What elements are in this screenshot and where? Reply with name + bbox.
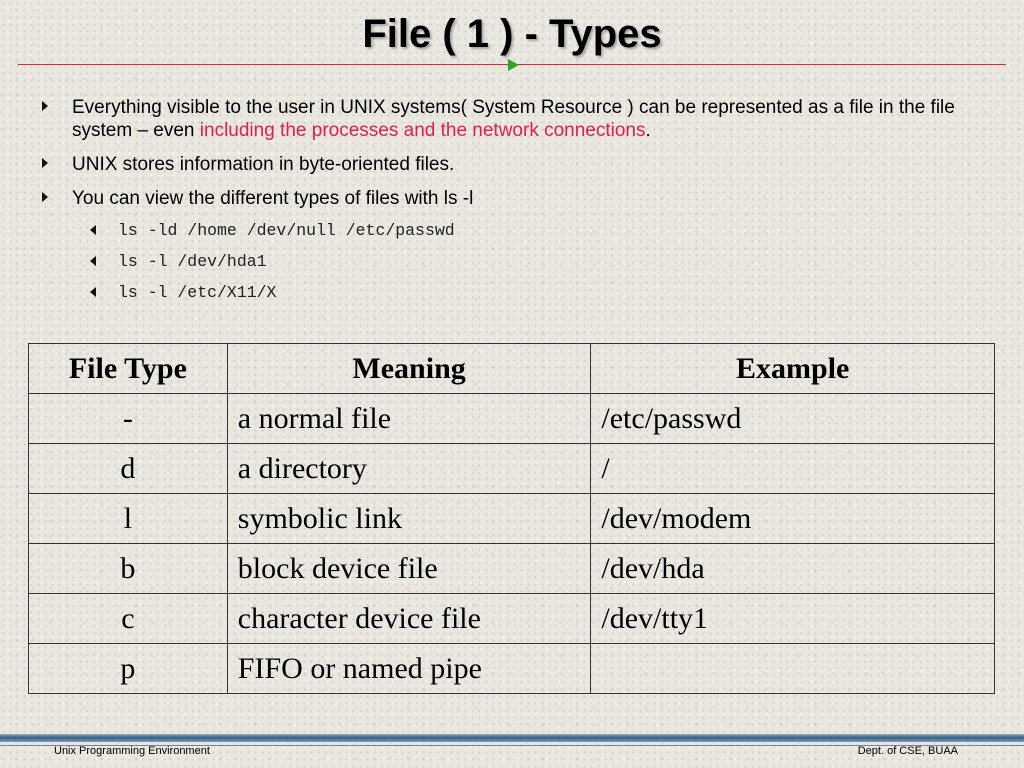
- header-meaning: Meaning: [227, 344, 591, 394]
- bullet-item: [40, 96, 1005, 142]
- bullet-text: UNIX stores information in byte-oriented files.: [72, 154, 455, 175]
- cell-meaning: a normal file: [227, 394, 591, 444]
- cell-file-type: -: [29, 394, 228, 444]
- cell-meaning: block device file: [227, 544, 591, 594]
- header-file-type: File Type: [29, 344, 228, 394]
- bullet-text-end: .: [645, 120, 651, 141]
- cell-example: [591, 644, 995, 694]
- command-text: ls -l /etc/X11/X: [118, 283, 277, 302]
- table-row: [29, 394, 995, 444]
- bullet-item: [40, 153, 1005, 176]
- bullet-list: [40, 96, 1005, 314]
- sub-bullet-item: [40, 221, 1005, 241]
- table-row: [29, 644, 995, 694]
- table-row: [29, 594, 995, 644]
- cell-file-type: c: [29, 594, 228, 644]
- cell-meaning: symbolic link: [227, 494, 591, 544]
- cell-meaning: character device file: [227, 594, 591, 644]
- file-types-table: [28, 343, 995, 694]
- table-row: [29, 494, 995, 544]
- cell-file-type: b: [29, 544, 228, 594]
- bullet-text: You can view the different types of files with ls -l: [72, 188, 474, 209]
- cell-file-type: d: [29, 444, 228, 494]
- footer-band: [0, 734, 1024, 742]
- footer-course-name: Unix Programming Environment: [54, 745, 210, 757]
- cell-example: /dev/tty1: [591, 594, 995, 644]
- triangle-bullet-icon: [42, 101, 48, 111]
- bullet-highlight-text: including the processes and the network connections: [199, 120, 646, 141]
- table-header-row: [29, 344, 995, 394]
- cell-file-type: l: [29, 494, 228, 544]
- triangle-bullet-icon: [42, 158, 48, 168]
- slide-title: File ( 1 ) - Types: [362, 12, 662, 56]
- cell-meaning: a directory: [227, 444, 591, 494]
- cell-example: /dev/hda: [591, 544, 995, 594]
- bullet-item: [40, 187, 1005, 210]
- table-row: [29, 444, 995, 494]
- triangle-left-bullet-icon: [90, 287, 96, 297]
- arrow-right-icon: [508, 59, 519, 71]
- triangle-left-bullet-icon: [90, 256, 96, 266]
- triangle-left-bullet-icon: [90, 225, 96, 235]
- header-example: Example: [591, 344, 995, 394]
- cell-example: /: [591, 444, 995, 494]
- command-text: ls -l /dev/hda1: [118, 252, 267, 271]
- sub-bullet-item: [40, 283, 1005, 303]
- footer-department: Dept. of CSE, BUAA: [857, 745, 958, 757]
- cell-meaning: FIFO or named pipe: [227, 644, 591, 694]
- bullet-text: Everything visible to the user in UNIX systems( System Resource ) can be represented as a file in the file system – even: [72, 97, 955, 141]
- cell-example: /dev/modem: [591, 494, 995, 544]
- sub-bullet-item: [40, 252, 1005, 272]
- cell-example: /etc/passwd: [591, 394, 995, 444]
- triangle-bullet-icon: [42, 192, 48, 202]
- table-row: [29, 544, 995, 594]
- command-text: ls -ld /home /dev/null /etc/passwd: [118, 221, 455, 240]
- cell-file-type: p: [29, 644, 228, 694]
